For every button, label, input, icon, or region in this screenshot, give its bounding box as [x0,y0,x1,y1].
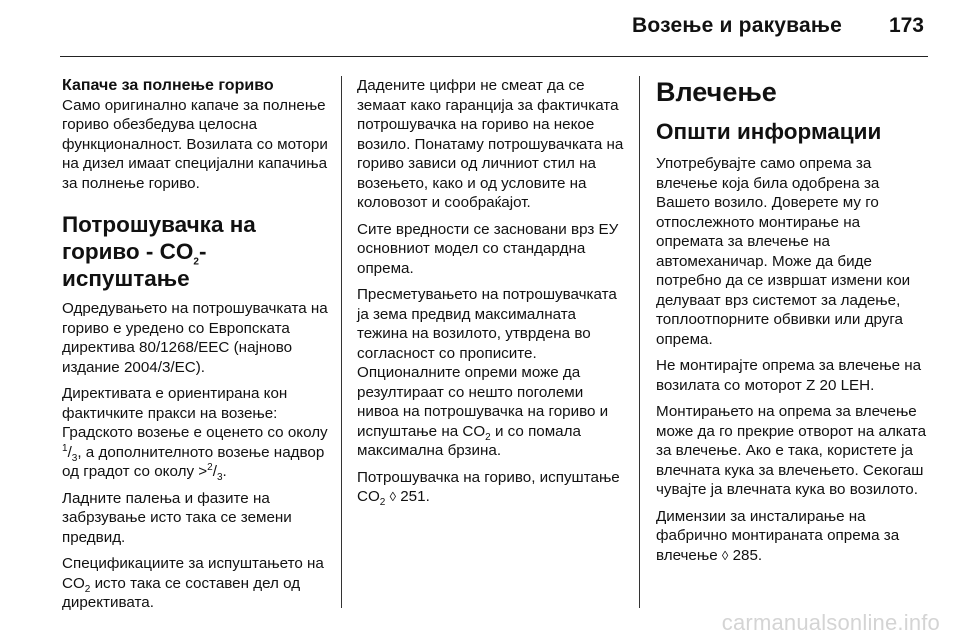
paragraph-determination: Одредувањето на потрошувачката на гориво е уредено со Европската директива 80/1268/EEC (најново издание 2004/3/EC). [62,300,328,376]
column-2 [357,76,629,514]
header-divider [60,56,928,57]
column-divider-2 [639,76,640,608]
heading-general-information: Општи информации [656,119,882,144]
paragraph-calculation: Пресметувањето на потрошувачката ја зема предвид максималната тежина на возилото, утврдена во согласност со прописите. Опционалните опреми може да резултираат со нешто поголеми нивоа на потрошувачка на гориво и испуштање на $CO_2$ и со помала максимална брзина. [357,286,617,459]
heading-fuel-cap: Капаче за полнење гориво [62,77,274,94]
page-header [0,0,960,58]
paragraph-cold-start: Ладните палења и фазите на забрзување исто така се земени предвид. [62,489,292,546]
page-number: 173 [888,14,924,37]
running-header-title: Возење и ракување [632,14,842,37]
column-3 [656,76,928,572]
heading-towing: Влечење [656,77,777,107]
column-divider-1 [341,76,342,608]
page-reference-icon: ◊ [721,547,729,563]
page-reference-icon: ◊ [389,489,397,504]
paragraph-reference: Потрошувачка на гориво, испуштање $CO_2$ ◊ 251. [357,468,620,509]
paragraph-directive: Директивата е ориентирана кон фактичките пракси на возење: Градското возење е оценето со околу $^1/_3$, а дополнителното возење надвор од градот со околу $>^2/_3$. [62,385,328,484]
paragraph-fuel-cap: Само оригинално капаче за полнење гориво обезбедува целосна функционалност. Возилата со мотори на дизел имаат специјални капачиња за полнење гориво. [62,96,328,192]
paragraph-values: Сите вредности се засновани врз ЕУ основниот модел со стандардна опрема. [357,220,619,277]
paragraph-mounting: Монтирањето на опрема за влечење може да го прекрие отворот на алката за влечење. Ако е така, користете ја влечната кука за влечењето. Секогаш чувајте ја влечната кука во возилото. [656,403,927,498]
heading-fuel-consumption: Потрошувачка на гориво - $CO_2$-испуштање [62,212,256,291]
column-1 [62,76,332,620]
paragraph-specifications: Спецификациите за испуштањето на $CO_2$ исто така се составен дел од директивата. [62,555,324,611]
paragraph-use-equipment: Употребувајте само опрема за влечење која била одобрена за Вашето возило. Доверете му го отпослежното монтирање на опремата за влечење на автомеханичар. Може да биде потребно да се извршат измени кои делуваат врз системот за ладење, топлоотпорните обвивки или друга опрема. [656,155,911,348]
paragraph-no-mount: Не монтирајте опрема за влечење на возилата со моторот Z 20 LEH. [656,357,922,394]
paragraph-figures: Дадените цифри не смеат да се земаат како гаранција за фактичката потрошувачка на гориво на некое возило. Понатаму потрошувачката на гориво зависи од личниот стил на возењето, како и од условите на коловозот и сообраќајот. [357,77,624,211]
watermark: carmanualsonline.info [721,610,940,635]
paragraph-dimensions: Димензии за инсталирање на фабрично монтираната опрема за влечење ◊ 285. [656,507,900,564]
